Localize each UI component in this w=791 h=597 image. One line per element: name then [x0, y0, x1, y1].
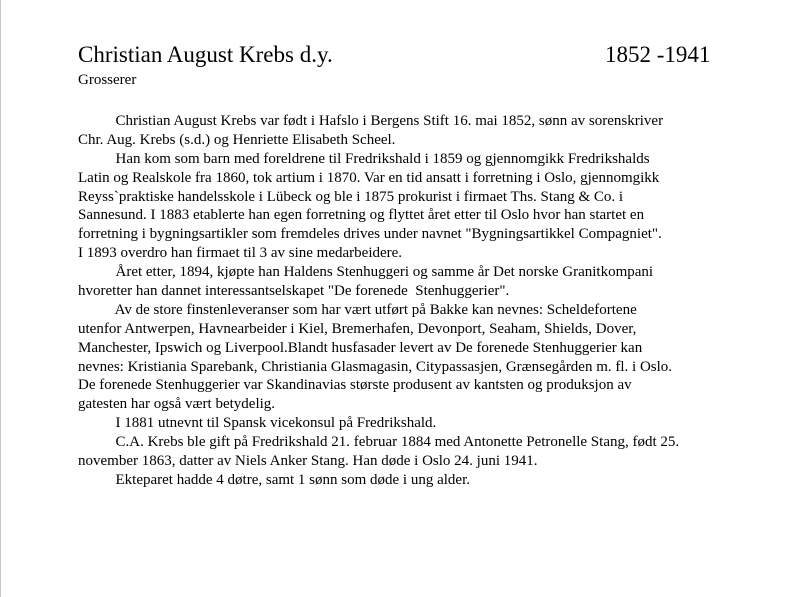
text-line: Chr. Aug. Krebs (s.d.) og Henriette Elisabeth Scheel. — [78, 131, 396, 148]
text-line: I 1881 utnevnt til Spansk vicekonsul på Fredrikshald. — [78, 415, 437, 432]
text-line: Av de store finstenleveranser som har vært utført på Bakke kan nevnes: Scheldefortene — [78, 301, 637, 318]
text-line: Reyss`praktiske handelsskole i Lübeck og ble i 1875 prokurist i firmaet Ths. Stang & Co. i — [78, 188, 624, 205]
text-line: nevnes: Kristiania Sparebank, Christiania Glasmagasin, Citypassasjen, Grænsegården m. fl. i Oslo. — [78, 358, 673, 375]
occupation-subtitle: Grosserer — [78, 72, 137, 88]
text-line: november 1863, datter av Niels Anker Stang. Han døde i Oslo 24. juni 1941. — [78, 453, 538, 470]
life-years: 1852 -1941 — [605, 42, 711, 67]
text-line: Året etter, 1894, kjøpte han Haldens Stenhuggeri og samme år Det norske Granitkompani — [78, 264, 654, 281]
text-line: I 1893 overdro han firmaet til 3 av sine medarbeidere. — [78, 245, 403, 262]
text-line: De forenede Stenhuggerier var Skandinavias største produsent av kantsten og produksjon av — [78, 377, 632, 394]
text-line: Manchester, Ipswich og Liverpool.Blandt husfasader levert av De forenede Stenhuggerier kan — [78, 339, 643, 356]
text-line: Christian August Krebs var født i Hafslo i Bergens Stift 16. mai 1852, sønn av sorenskriver — [78, 113, 664, 129]
text-line: Latin og Realskole fra 1860, tok artium i 1870. Var en tid ansatt i forretning i Oslo, gjennomgikk — [78, 169, 660, 186]
text-line: Han kom som barn med foreldrene til Fredrikshald i 1859 og gjennomgikk Fredrikshalds — [78, 150, 650, 167]
biography-text — [78, 112, 728, 490]
text-line: forretning i bygningsartikler som fremdeles drives under navnet "Bygningsartikkel Compagniet". — [78, 226, 662, 243]
text-line: gatesten har også vært betydelig. — [78, 396, 276, 413]
text-line: Sannesund. I 1883 etablerte han egen forretning og flyttet året etter til Oslo hvor han startet en — [78, 207, 645, 224]
page-title: Christian August Krebs d.y. — [78, 42, 333, 67]
text-line: Ekteparet hadde 4 døtre, samt 1 sønn som døde i ung alder. — [78, 471, 470, 488]
text-line: utenfor Antwerpen, Havnearbeider i Kiel, Bremerhafen, Devonport, Seaham, Shields, Dover, — [78, 320, 637, 337]
text-line: C.A. Krebs ble gift på Fredrikshald 21. februar 1884 med Antonette Petronelle Stang, født 25. — [78, 434, 680, 451]
text-line: hvoretter han dannet interessantselskapet "De forenede Stenhuggerier". — [78, 283, 510, 300]
